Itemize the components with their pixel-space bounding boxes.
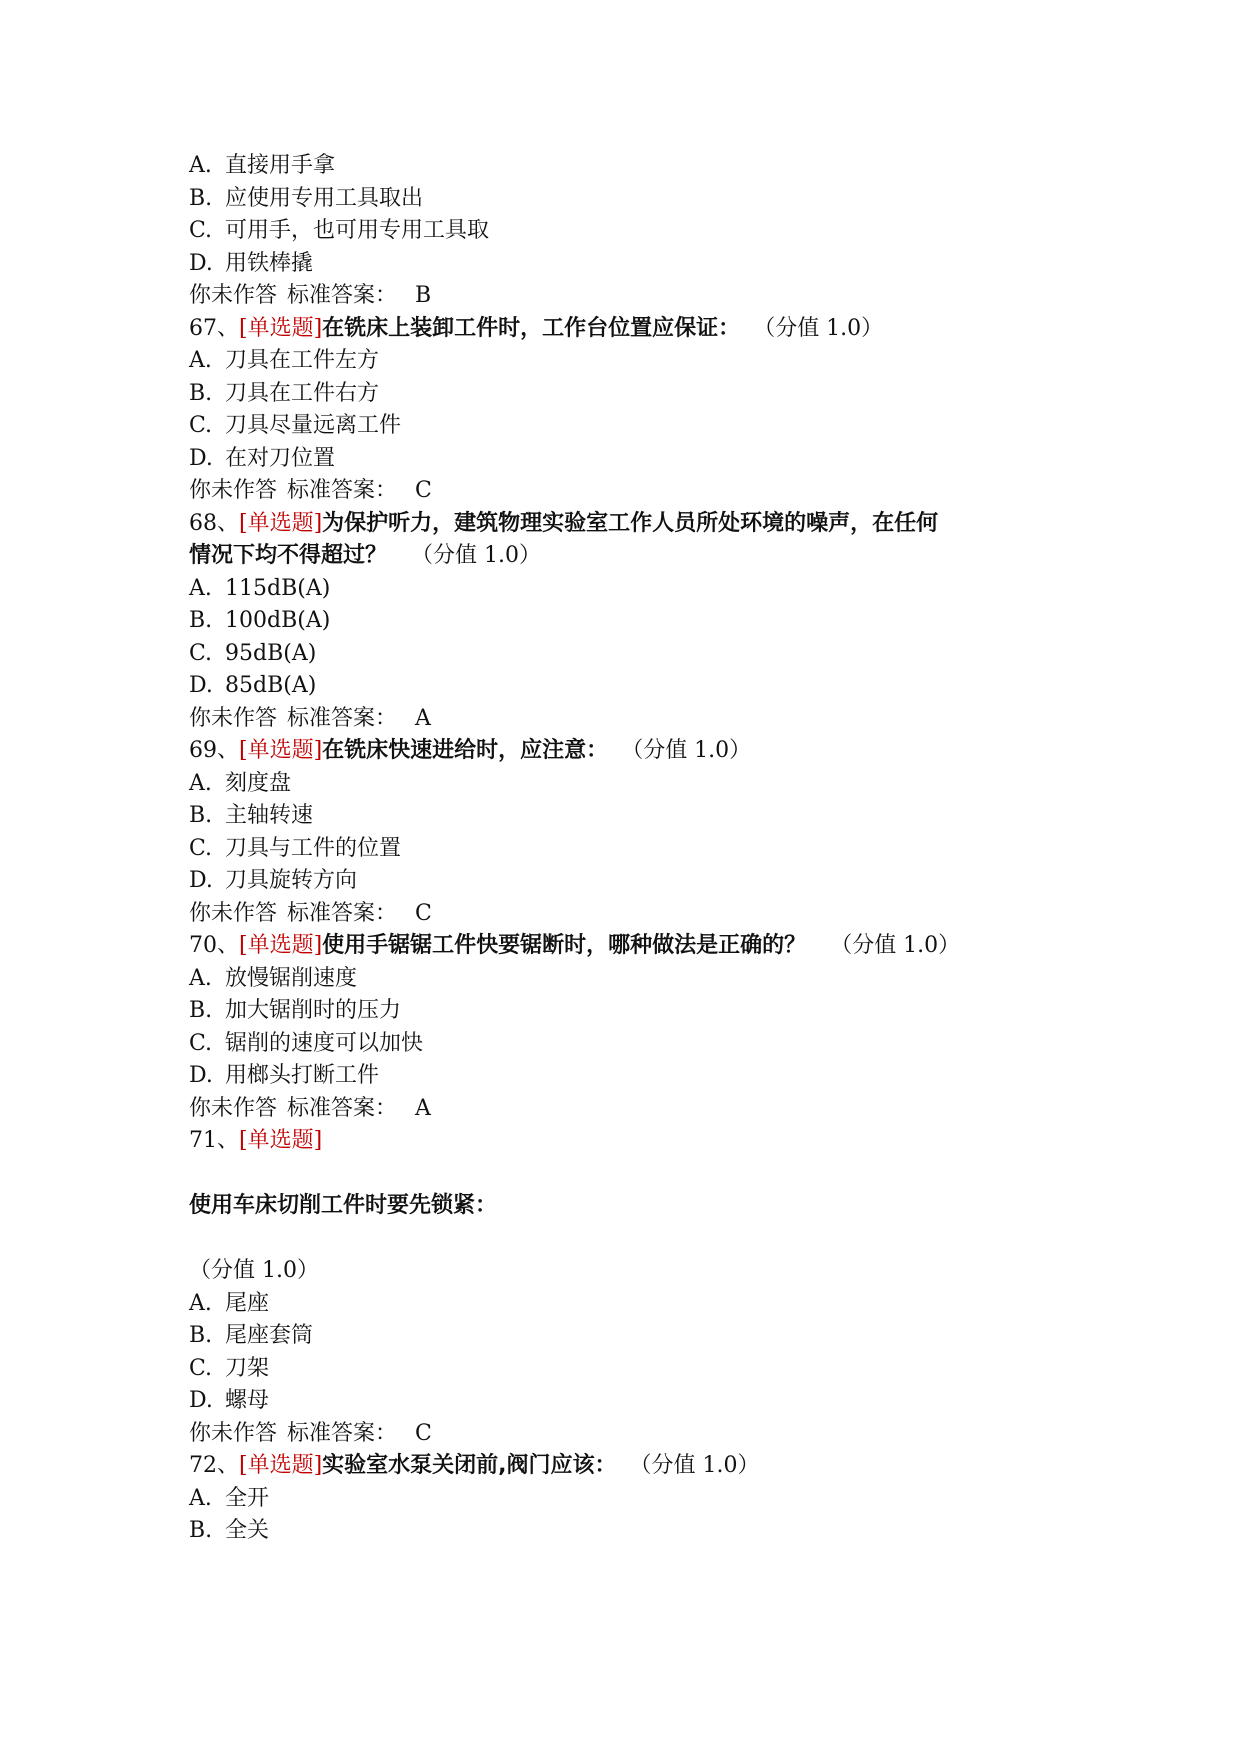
option-b: B. 全关 [189, 1518, 270, 1543]
question-number: 69、 [189, 738, 239, 763]
option-a: A. 刻度盘 [189, 770, 292, 796]
answer-value: C [415, 478, 432, 503]
question-text-line1: 为保护听力，建筑物理实验室工作人员所处环境的噪声，在任何 [322, 510, 939, 536]
answer-status: 你未作答 [189, 478, 278, 503]
question-71-header [189, 1125, 1069, 1158]
option-b: B. 刀具在工件右方 [189, 380, 380, 406]
spacer [189, 1158, 1069, 1191]
question-text: 使用车床切削工件时要先锁紧： [189, 1193, 498, 1218]
question-type: [单选题] [239, 738, 323, 763]
option-a: A. 全开 [189, 1485, 270, 1511]
option-a: A. 刀具在工件左方 [189, 348, 380, 373]
option-a: A. 115dB(A) [189, 575, 331, 601]
question-list [189, 150, 1069, 1548]
option-a: A. 放慢锯削速度 [189, 965, 358, 991]
option-b: B. 尾座套筒 [189, 1323, 314, 1348]
question-71-text-line [189, 1190, 1069, 1223]
question-type: [单选题] [239, 510, 323, 536]
question-type: [单选题] [239, 933, 323, 958]
option-c: C. 可用手，也可用专用工具取 [189, 218, 490, 243]
option-d: D. 用榔头打断工件 [189, 1063, 380, 1088]
answer-line [189, 475, 1069, 508]
answer-value: B [415, 283, 432, 308]
option-d: D. 螺母 [189, 1388, 270, 1413]
question-71-score-line [189, 1255, 1069, 1288]
option-c: C. 刀架 [189, 1355, 270, 1381]
question-70-header [189, 930, 1069, 963]
answer-label: 标准答案： [287, 478, 398, 503]
question-72-header [189, 1450, 1069, 1483]
answer-value: A [415, 705, 431, 731]
answer-status: 你未作答 [189, 705, 278, 731]
answer-line [189, 1418, 1069, 1451]
answer-value: C [415, 1420, 432, 1446]
question-text: 在铣床快速进给时，应注意： [322, 738, 609, 763]
question-type: [单选题] [239, 1453, 323, 1478]
option-d: D. 在对刀位置 [189, 445, 336, 471]
answer-status: 你未作答 [189, 283, 278, 308]
spacer [189, 1223, 1069, 1256]
answer-value: A [415, 1095, 431, 1121]
option-c: C. 锯削的速度可以加快 [189, 1030, 424, 1056]
question-67-header [189, 313, 1069, 346]
option-b: B. 主轴转速 [189, 803, 314, 828]
question-number: 72、 [189, 1453, 239, 1478]
question-number: 70、 [189, 933, 239, 958]
question-68-header [189, 508, 1069, 541]
question-score: （分值 1.0） [632, 738, 752, 763]
answer-value: C [415, 900, 432, 926]
question-68-header-cont [189, 540, 1069, 573]
question-score: （分值 1.0） [640, 1453, 760, 1478]
answer-line [189, 703, 1069, 736]
answer-line [189, 1093, 1069, 1126]
answer-label: 标准答案： [287, 1420, 398, 1446]
option-c: C. 刀具尽量远离工件 [189, 413, 402, 438]
question-score: （分值 1.0） [411, 543, 541, 568]
question-text-line2: 情况下均不得超过？ [189, 543, 388, 568]
question-69-header [189, 735, 1069, 768]
answer-label: 标准答案： [287, 900, 398, 926]
question-score: （分值 1.0） [189, 1258, 319, 1283]
question-text: 在铣床上装卸工件时，工作台位置应保证： [322, 315, 741, 341]
option-c: C. 95dB(A) [189, 640, 317, 666]
answer-status: 你未作答 [189, 1420, 278, 1446]
question-number: 67、 [189, 315, 239, 341]
option-d: D. 用铁棒撬 [189, 250, 314, 276]
question-number: 71、 [189, 1128, 239, 1153]
answer-line [189, 280, 1069, 313]
answer-label: 标准答案： [287, 705, 398, 731]
option-d: D. 85dB(A) [189, 673, 317, 698]
question-text: 使用手锯锯工件快要锯断时，哪种做法是正确的？ [322, 933, 807, 958]
answer-line [189, 898, 1069, 931]
question-number: 68、 [189, 510, 239, 536]
option-b: B. 100dB(A) [189, 608, 331, 633]
question-text: 实验室水泵关闭前,阀门应该： [322, 1453, 617, 1478]
option-c: C. 刀具与工件的位置 [189, 835, 402, 861]
option-a: A. 尾座 [189, 1290, 270, 1316]
option-a: A. 直接用手拿 [189, 153, 336, 178]
question-score: （分值 1.0） [764, 315, 884, 341]
question-type: [单选题] [239, 1128, 323, 1153]
answer-status: 你未作答 [189, 1095, 278, 1121]
option-b: B. 应使用专用工具取出 [189, 185, 424, 211]
option-d: D. 刀具旋转方向 [189, 868, 358, 893]
answer-status: 你未作答 [189, 900, 278, 926]
question-score: （分值 1.0） [830, 933, 961, 958]
answer-label: 标准答案： [287, 283, 398, 308]
question-type: [单选题] [239, 315, 323, 341]
answer-label: 标准答案： [287, 1095, 398, 1121]
option-b: B. 加大锯削时的压力 [189, 998, 402, 1023]
